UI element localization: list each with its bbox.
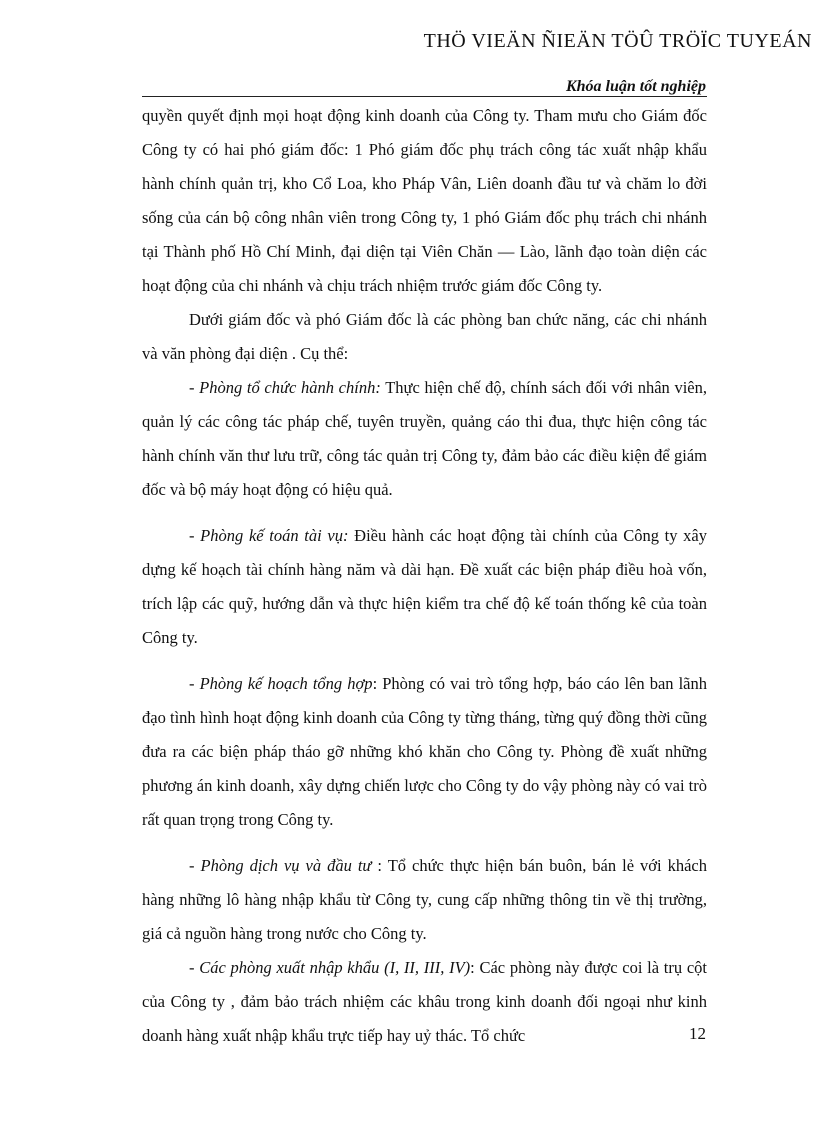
header-divider (142, 96, 707, 97)
import-export-dept-title: - Các phòng xuất nhập khẩu (I, II, III, IV) (189, 958, 471, 977)
planning-dept-title: - Phòng kế hoạch tổng hợp (189, 674, 373, 693)
paragraph-admin-dept (142, 371, 707, 507)
paragraph-import-export-dept (142, 951, 707, 1053)
accounting-dept-body: Điều hành các hoạt động tài chính của Công ty xây dựng kế hoạch tài chính hàng năm và dài hạn. Đề xuất các biện pháp điều hoà vốn, trích lập các quỹ, hướng dẫn và thực hiện kiểm tra chế độ kế toán thống kê của toàn Công ty. (142, 526, 707, 647)
service-dept-body: : Tổ chức thực hiện bán buôn, bán lẻ với khách hàng những lô hàng nhập khẩu từ Công ty, cung cấp những thông tin về thị trường, giá cả nguồn hàng trong nước cho Công ty. (142, 856, 707, 943)
admin-dept-title: - Phòng tổ chức hành chính: (189, 378, 381, 397)
paragraph-service-dept (142, 849, 707, 951)
page-number: 12 (689, 1024, 706, 1043)
document-body (142, 99, 707, 1053)
watermark-banner: THÖ VIEÄN ÑIEÄN TÖÛ TRÖÏC TUYEÁN (423, 30, 812, 52)
running-title: Khóa luận tốt nghiệp (565, 78, 706, 95)
service-dept-title: - Phòng dịch vụ và đầu tư (189, 856, 372, 875)
paragraph-planning-dept (142, 667, 707, 837)
paragraph-accounting-dept (142, 519, 707, 655)
admin-dept-body: Thực hiện chế độ, chính sách đối với nhân viên, quản lý các công tác pháp chế, tuyên truyền, quảng cáo thi đua, thực hiện công tác hành chính văn thư lưu trữ, công tác quản trị Công ty, đảm bảo các điều kiện để giám đốc và bộ máy hoạt động có hiệu quả. (142, 378, 707, 499)
paragraph-departments-intro: Dưới giám đốc và phó Giám đốc là các phòng ban chức năng, các chi nhánh và văn phòng đại diện . Cụ thể: (142, 310, 707, 363)
planning-dept-body: : Phòng có vai trò tổng hợp, báo cáo lên ban lãnh đạo tình hình hoạt động kinh doanh của Công ty từng tháng, từng quý đồng thời cũng đưa ra các biện pháp tháo gỡ những khó khăn cho Công ty. Phòng đề xuất những phương án kinh doanh, xây dựng chiến lược cho Công ty do vậy phòng này có vai trò rất quan trọng trong Công ty. (142, 674, 707, 829)
import-export-dept-body: : Các phòng này được coi là trụ cột của Công ty , đảm bảo trách nhiệm các khâu trong kinh doanh đối ngoại như kinh doanh hàng xuất nhập khẩu trực tiếp hay uỷ thác. Tổ chức (142, 958, 707, 1045)
accounting-dept-title: - Phòng kế toán tài vụ: (189, 526, 349, 545)
paragraph-leadership: quyền quyết định mọi hoạt động kinh doanh của Công ty. Tham mưu cho Giám đốc Công ty có hai phó giám đốc: 1 Phó giám đốc phụ trách công tác xuất nhập khẩu hành chính quản trị, kho Cổ Loa, kho Pháp Vân, Liên doanh đầu tư và chăm lo đời sống của cán bộ công nhân viên trong Công ty, 1 phó Giám đốc phụ trách chi nhánh tại Thành phố Hồ Chí Minh, đại diện tại Viên Chăn — Lào, lãnh đạo toàn diện các hoạt động của chi nhánh và chịu trách nhiệm trước giám đốc Công ty. (142, 106, 707, 295)
